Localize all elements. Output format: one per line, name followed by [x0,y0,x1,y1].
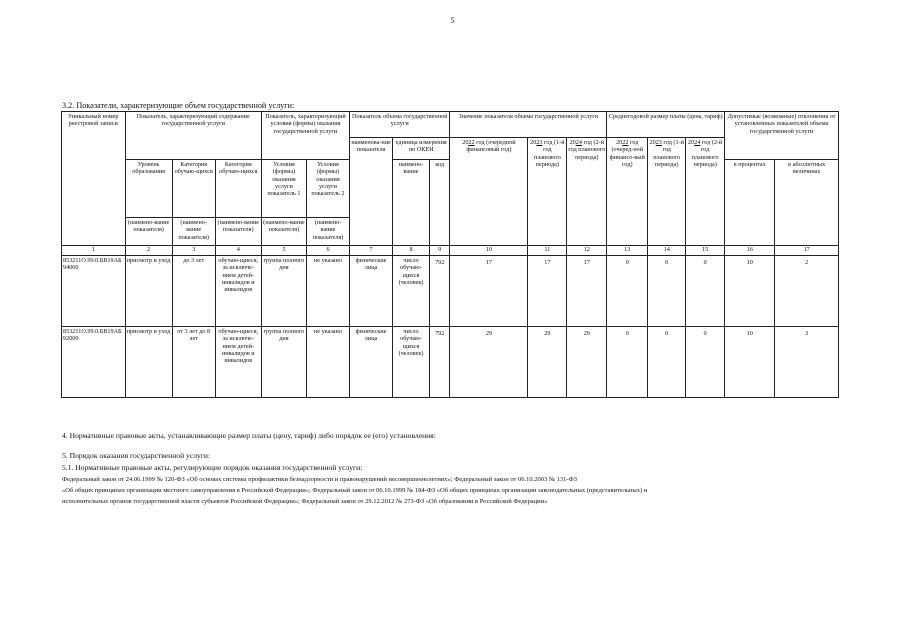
column-number: 15 [686,246,725,256]
section-title: 3.2. Показатели, характеризующие объем государственной услуги: [62,101,295,110]
header-average-fee: Среднегодовой размер платы (цена, тариф) [607,112,725,138]
table-cell: 0 [607,327,648,398]
header-unit-okei: единица измерения по ОКЕИ [393,138,450,160]
column-number: 6 [306,246,349,256]
header-registry: Уникальный номер реестровой записи [62,112,126,246]
header-volume-indicator: Показатель объема государственной услуги [350,112,450,138]
header-student-category-2: Категория обучаю-щихся [215,160,261,218]
column-number: 13 [607,246,648,256]
column-number: 16 [725,246,775,256]
table-cell: 0 [648,327,686,398]
header-conditions-indicator: Показатель, характеризующий условия (формы) оказания государственной услуги [261,112,349,160]
column-number: 9 [429,246,450,256]
table-cell: группа полного дня [261,327,306,398]
table-cell: 29 [528,327,567,398]
column-number: 2 [125,246,172,256]
name-label: (наимено-вание показателя) [261,218,306,246]
table-cell: до 3 лет [172,256,215,327]
table-cell: физические лица [350,327,393,398]
table-cell: 10 [725,256,775,327]
page-number: 5 [450,16,455,25]
table-cell: от 3 лет до 8 лет [172,327,215,398]
table-row [62,256,839,327]
table-row [62,327,839,398]
column-number: 3 [172,246,215,256]
column-number: 8 [393,246,430,256]
column-number: 10 [450,246,528,256]
table-cell: 792 [429,327,450,398]
header-student-category-1: Категория обучаю-щихся [172,160,215,218]
column-number: 11 [528,246,567,256]
name-label: (наимено-вание показателя) [125,218,172,246]
header-fee-year-1: 2022 год (очеред-ной финансо-вый год) [607,138,648,246]
column-number: 14 [648,246,686,256]
table-cell: 29 [450,327,528,398]
header-indicator-name: наименова-ние показателя [350,138,393,246]
table-cell: присмотр и уход [125,256,172,327]
table-cell: не указано [306,256,349,327]
header-value-year-3: 2024 год (2-й год планового периода) [567,138,607,246]
table-cell: присмотр и уход [125,327,172,398]
header-allowed-deviation: Допустимые (возможные) отклонения от установленных показателей объема государственной услуги [725,112,839,160]
table-cell: 3 [775,327,839,398]
column-number: 7 [350,246,393,256]
law-reference-line: Федеральный закон от 24.06.1999 № 120-ФЗ «Об основах системы профилактики безнадзорности и правонарушений несовершеннолетних»; Федеральный закон от 06.10.2003 № 131-ФЗ [62,476,577,483]
table-cell: 0 [607,256,648,327]
law-reference-line: «Об общих принципах организации местного самоуправления в Российской Федерации»; Федеральный закон от 06.10.1999 № 184-ФЗ «Об общих принципах организации законодательных (представительных) и [62,487,648,494]
header-unit-code: код [429,160,450,246]
table-cell: 792 [429,256,450,327]
table-cell: 17 [528,256,567,327]
table-cell: группа полного дня [261,256,306,327]
header-deviation-absolute: в абсолютных величинах [775,160,839,246]
header-value-year-2: 2023 год (1-й год планового периода) [528,138,567,246]
table-cell: число обучаю-щихся (человек) [393,256,430,327]
header-fee-year-3: 2024 год (2-й год планового периода) [686,138,725,246]
header-education-level: Уровень образования [125,160,172,218]
table-cell: 29 [567,327,607,398]
table-cell: 0 [648,256,686,327]
header-volume-value: Значение показателя объема государственной услуги [450,112,607,138]
table-cell: не указано [306,327,349,398]
column-number: 1 [62,246,126,256]
column-number: 4 [215,246,261,256]
header-fee-year-2: 2023 год (1-й год планового периода) [648,138,686,246]
header-deviation-percent: в процентах [725,160,775,246]
table-cell: число обучаю-щихся (человек) [393,327,430,398]
column-number: 5 [261,246,306,256]
header-value-year-1: 2022 год (очередной финансовый год) [450,138,528,246]
volume-indicators-table [61,111,839,398]
name-label: (наимено-вание показателя) [215,218,261,246]
table-cell: обучаю-щиеся, за исключе-нием детей-инвалидов и инвалидов [215,256,261,327]
table-cell: 2 [775,256,839,327]
table-cell: 853211О.99.0.БВ19АБ92000 [62,327,126,398]
table-cell: 853211О.99.0.БВ19АБ94000 [62,256,126,327]
table-cell: обучаю-щиеся, за исключе-нием детей-инвалидов и инвалидов [215,327,261,398]
law-reference-line: исполнительных органов государственной власти субъектов Российской Федерации»; Федеральный закон от 29.12.2012 № 273-ФЗ «Об образовании в Российской Федерации» [62,498,548,505]
name-label: (наимено-вание показателя) [172,218,215,246]
column-number: 17 [775,246,839,256]
header-unit-name: наимено-вание [393,160,430,246]
column-numbers-row [62,246,839,256]
name-label: (наимено-вание показателя) [306,218,349,246]
table-cell: 17 [567,256,607,327]
header-conditions-indicator-1: Условия (формы) оказания услуги показатель 1 [261,160,306,218]
paragraph-4: 4. Нормативные правовые акты, устанавливающие размер платы (цену, тариф) либо порядок ее (его) установления: [62,431,436,440]
table-cell: 0 [686,256,725,327]
header-content-indicator: Показатель, характеризующий содержание государственной услуги [125,112,261,160]
header-conditions-indicator-2: Условия (формы) оказания услуги показатель 2 [306,160,349,218]
table-cell: 10 [725,327,775,398]
paragraph-5: 5. Порядок оказания государственной услуги: [62,451,211,460]
column-number: 12 [567,246,607,256]
table-cell: 17 [450,256,528,327]
table-cell: физические лица [350,256,393,327]
table-cell: 0 [686,327,725,398]
paragraph-5-1: 5.1. Нормативные правовые акты, регулирующие порядок оказания государственной услуги: [62,463,363,472]
